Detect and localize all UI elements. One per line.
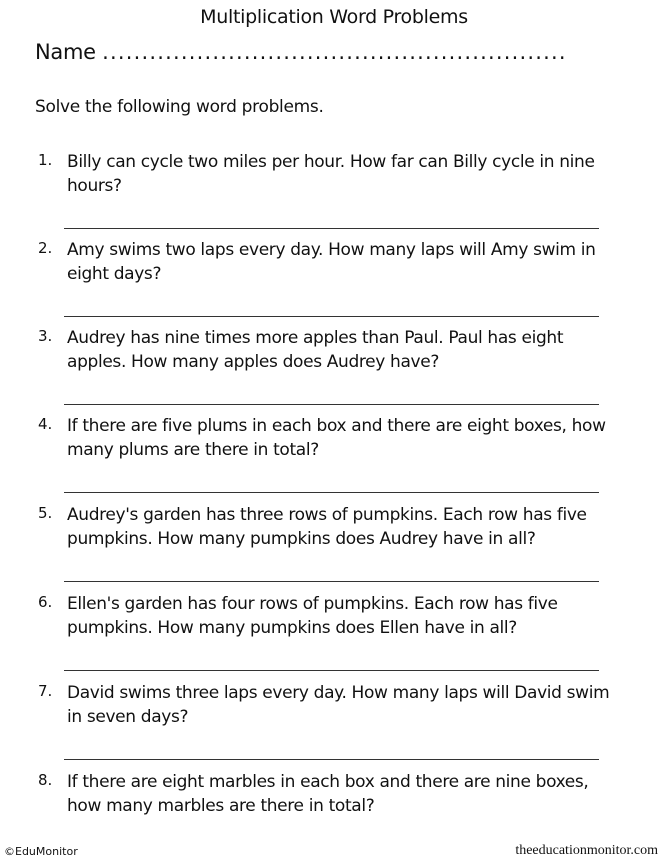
problem-text: Ellen's garden has four rows of pumpkins. Each row has five pumpkins. How many pumpkins does Ellen have in all? xyxy=(67,594,558,638)
name-field xyxy=(35,40,567,64)
problem-number: 7. xyxy=(38,682,53,700)
problem-text: Audrey has nine times more apples than Paul. Paul has eight apples. How many apples does Audrey have? xyxy=(67,328,564,372)
answer-line-4 xyxy=(64,492,599,493)
problem-number: 5. xyxy=(38,504,53,522)
problem-text: If there are five plums in each box and there are eight boxes, how many plums are there in total? xyxy=(67,416,606,460)
problem-text: David swims three laps every day. How many laps will David swim in seven days? xyxy=(67,683,610,727)
problem-number: 6. xyxy=(38,593,53,611)
name-dotted-line: ........................................................... xyxy=(102,40,567,64)
name-label: Name xyxy=(35,40,96,64)
instructions: Solve the following word problems. xyxy=(35,97,324,117)
problem-number: 3. xyxy=(38,327,53,345)
answer-line-5 xyxy=(64,581,599,582)
problem-text: Amy swims two laps every day. How many laps will Amy swim in eight days? xyxy=(67,240,596,284)
answer-line-3 xyxy=(64,404,599,405)
answer-line-7 xyxy=(64,759,599,760)
problem-number: 8. xyxy=(38,771,53,789)
problem-number: 1. xyxy=(38,151,53,169)
answer-line-6 xyxy=(64,670,599,671)
website-link[interactable]: theeducationmonitor.com xyxy=(515,843,658,858)
answer-line-2 xyxy=(64,316,599,317)
worksheet-title: Multiplication Word Problems xyxy=(200,6,468,28)
problem-number: 2. xyxy=(38,239,53,257)
problem-text: If there are eight marbles in each box and there are nine boxes, how many marbles are there in total? xyxy=(67,772,589,816)
problem-number: 4. xyxy=(38,415,53,433)
copyright-text: ©EduMonitor xyxy=(4,845,78,858)
problem-text: Billy can cycle two miles per hour. How far can Billy cycle in nine hours? xyxy=(67,152,595,196)
problem-text: Audrey's garden has three rows of pumpkins. Each row has five pumpkins. How many pumpkins does Audrey have in all? xyxy=(67,505,587,549)
answer-line-1 xyxy=(64,228,599,229)
